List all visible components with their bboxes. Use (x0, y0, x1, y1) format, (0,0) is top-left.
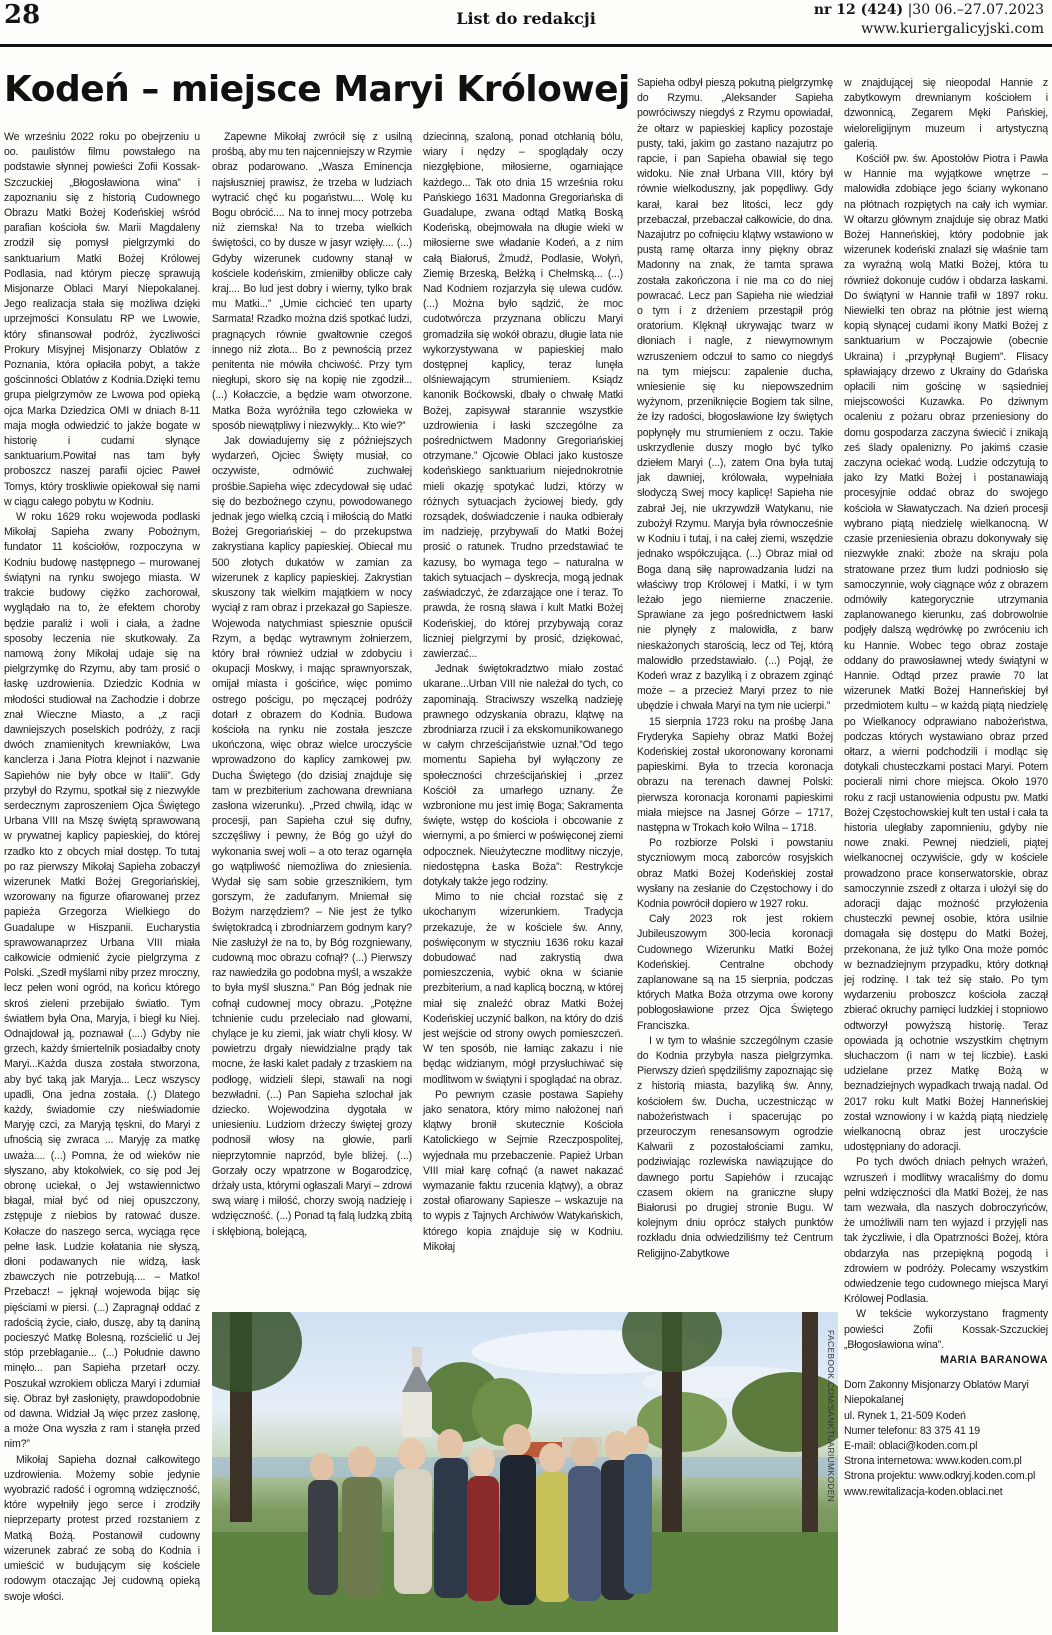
paragraph: Po rozbiorze Polski i powstaniu styczniowym mocą zaborców rosyjskich obraz Matki Bożej Kodeńskiej został wysłany na zesłanie do Częstochowy i do Kodnia powrócił dopiero w 1927 roku. (637, 837, 833, 910)
section-title: List do redakcji (456, 9, 596, 28)
contact-revitalization-website[interactable]: www.rewitalizacja-koden.oblaci.net (844, 1485, 1003, 1498)
photo-credit: FACEBOOK.COM/SANKTUARIUMKODEN (826, 1330, 836, 1503)
article-column-3 (423, 130, 623, 1308)
paragraph: Mimo to nie chciał rozstać się z ukochanym wizerunkiem. Tradycja przekazuje, że w kościele św. Anny, poświęconym w styczniu 1636 roku kazał dobudować nad zakrystią dwa pomieszczenia, wybić okna w ścianie prezbiterium, a nad kaplicą boczną, w której miał się znaleźć obraz Matki Bożej Kodeńskiej uczynić balkon, na który do dziś jest wejście od strony owych pomieszczeń. W ten sposób, nie łamiąc zakazu i nie będąc widzianym, mógł przysłuchiwać się modlitwom w świątyni i spoglądać na obraz. (423, 891, 623, 1086)
contact-website[interactable]: Strona internetowa: www.koden.com.pl (844, 1455, 1022, 1468)
paragraph: 15 sierpnia 1723 roku na prośbę Jana Fryderyka Sapiehy obraz Matki Bożej Kodeńskiej został ukoronowany koronami papieskimi. Była to trzecia koronacja obrazu na terenach dawnej Polski: pierwsza koronacja koronami papieskimi miała miejsce na Jasnej Górze – 1717, następna w Trokach koło Wilna – 1718. (637, 715, 833, 834)
paragraph: Jednak świętokradztwo miało zostać ukarane...Urban VIII nie należał do tych, co zapominają. Straciwszy wszelką nadzieję prawnego odzyskania obrazu, klątwę na zbrodniarza rzucił i za ekskomunikowanego w całym chrześcijaństwie uznał.”Od tego momentu Sapieha był wyłączony ze społeczności chrześcijańskiej i „przez Kościół za umarłego uznany. Że wzbronione mu jest imię Boga; Sakramenta święte, wstęp do kościoła i obcowanie z wiernymi, a po śmierci w poświęconej ziemi odpocznek. Nieużyteczne modlitwy niczyje, niedostępna Łaska Boża”: Restrykcje dotykały także jego rodziny. (423, 663, 623, 888)
article-author: MARIA BARANOWA (940, 1354, 1048, 1367)
paragraph: Cały 2023 rok jest rokiem Jubileuszowym 300-lecia koronacji Cudownego Wizerunku Matki Bożej Kodeńskiej. Centralne obchody zaplanowane są na 15 sierpnia, podczas których Matka Boża otrzyma owe korony pobłogosławione przez Ojca Świętego Franciszka. (637, 913, 833, 1032)
paragraph: w znajdującej się nieopodal Hannie z zabytkowym drewnianym kościołem i dzwonnicą, Zegarem Męki Pańskiej, wieloreligijnym muzeum i artystyczną galerią. (844, 77, 1048, 150)
issue-number: nr 12 (424) (813, 2, 904, 18)
article-column-1 (4, 130, 200, 1628)
paragraph: dziecinną, szaloną, ponad otchłanią bólu, wiary i nędzy – spoglądały oczy niezgłębione, miłosierne, ogarniające każdego... Tak oto dnia 15 września roku Pańskiego 1631 Madonna Gregoriańska di Guadalupe, zwana odtąd Matką Boską Kodeńską, obejmowała na długie wieki w miłosierne swe władanie Kodeń, a z nim całą Białoruś, Żmudź, Podlasie, Wołyń, Ziemię Brzeską, Bełżką i Chełmską... (...) Nad Kodniem rozjarzyła się ulewa cudów. (...) Można było sądzić, że moc cudotwórcza przyznana obliczu Maryi gromadziła się wokół obrazu, długie lata nie wykorzystywana w papieskiej mało dostępnej kaplicy, teraz lunęła olśniewającym strumieniem. Ksiądz kanonik Boćkowski, dbały o chwałę Matki Bożej, zapisywał starannie wszystkie uzdrowienia i łaski szczególne za pośrednictwem Madonny Gregoriańskiej otrzymane.” Ojcowie Oblaci jako kustosze kodeńskiego sanktuarium niejednokrotnie mieli okazję spotykać ludzi, którzy w różnych sytuacjach życiowej biedy, gdy rozsądek, doświadczenie i nauka odbierały im nadzieję, przybywali do Matki Bożej prosić o ratunek. Trudno przedstawiać te kazusy, bo wymaga tego – naturalna w takich sytuacjach – dyskrecja, mogą jednak zaświadczyć, że zdarzające one i teraz. To prawda, że rosną sława i kult Matki Bożej Kodeńskiej, do której przybywają coraz liczniej pielgrzymi by prosić, dziękować, zawierzać... (423, 131, 623, 660)
paragraph: Po tych dwóch dniach pełnych wrażeń, wzruszeń i modlitwy wracaliśmy do domu pełni wdzięczności dla Matki Bożej, że nas tam wezwała, dla naszych dobroczyńców, że umożliwili nam ten wyjazd i przyjęli nas tak życzliwie, i dla Opatrzności Bożej, która obdarzyła nas przepiękną pogodą i zdrowiem w podróży. Polecamy wszystkim odwiedzenie tego cudownego miejsca Maryi Królowej Podlasia. (844, 1156, 1048, 1306)
contact-project-website[interactable]: Strona projektu: www.odkryj.koden.com.pl (844, 1470, 1036, 1483)
group-photo-illustration (212, 1312, 838, 1632)
website-link[interactable]: www.kuriergalicyjski.com (861, 21, 1044, 37)
paragraph: W roku 1629 roku wojewoda podlaski Mikołaj Sapieha zwany Pobożnym, fundator 11 kościołów, rozpoczyna w Kodniu budowę następnego – murowanej świątyni na rynku swojego miasta. W trakcie budowy ciężko zachorował, wyglądało na to, że efektem choroby będzie paraliż i woli i ciała, a żadne sposoby leczenia nie skutkowały. Za namową żony Mikołaj udaje się na pielgrzymkę do Rzymu, aby tam prosić o łaskę uzdrowienia. Dziedzic Kodnia w młodości studiował na Zachodzie i dobrze znał Wieczne Miasto, a „z racji dawniejszych poselskich podróży, z racji dwóch znamienitych krewniaków, Lwa kanclerza i Jana Piotra klejnot i nazwanie Sapiehów nie były obce w Italii”. Gdy przybył do Rzymu, spotkał się z niezwykle serdecznym zaproszeniem Ojca Świętego Urbana VIII na Mszę świętą sprawowaną w prywatnej kaplicy papieskiej, do której rzadko kto z obcych miał dostęp. To tutaj po raz pierwszy Mikołaj Sapieha zobaczył wizerunek Matki Bożej Gregoriańskiej, wzorowany na figurze ofiarowanej przez papieża Grzegorza Wielkiego do Guadalupe w Hiszpanii. Eucharystia sprawowanaprzez Urbana VIII miała całkowicie odmienić życie pielgrzyma z Polski. „Szedł myślami niby przez mroczny, lecz pełen woni ogród, na końcu którego skroś zieleni przebijało światło. Tym światłem była Ona, Maryja, i biegł ku Niej. Odnajdował ją, poznawał (....) Gdyby nie grzech, każdy śmiertelnik posiadałby cnoty Maryi...Każda dusza została stworzona, aby być taką jak Maryja... Lecz wszyscy upadli, Ona jedna została. (.) Dlatego każdy, świadomie czy nieświadomie Maryję czci, za Maryją tęskni, do Maryi z ufnością się zwraca ... Maryję za matkę uważa.... (...) Pomna, że od wieków nie słyszano, aby ktokolwiek, co się pod Jej obronę uciekał, o Jej wstawiennictwo błagał, miał być od niej opuszczony, zstępuje z niebios by ratować dusze. Kołacze do naszego serca, wyciąga ręce pełne łask. Ludzie kołatania nie słyszą, dłoni podawanych nie widzą, łask zbawczych nie potrzebują.... – Matko! Przebacz! – jęknął wojewoda bijąc się pięściami w piersi. (...) Zapragnął oddać z radością życie, ciało, duszę, aby tą daniną pocieszyć Matkę Bolesną, rozścielić u Jej stóp przebłaganie... (...) Południe dawno minęło... pan Sapieha przetarł oczy. Poszukał wzrokiem oblicza Maryi i zdumiał się. Obraz był zasłonięty, prawdopodobnie od dawna. Widział Ją więc przez zasłonę, a może Ona wyszła z ram i stanęła przed nim?” (4, 511, 200, 1451)
group-photo (212, 1312, 838, 1632)
article-title: Kodeń – miejsce Maryi Królowej (4, 69, 630, 110)
article-column-5 (844, 76, 1048, 1630)
article-column-2 (212, 130, 412, 1308)
article-column-4 (637, 76, 833, 1310)
page-number: 28 (4, 0, 41, 30)
paragraph: I w tym to właśnie szczególnym czasie do Kodnia przybyła nasza pielgrzymka. Pierwszy dzień spędziliśmy zapoznając się z historią miasta, bazyliką św. Anny, kościołem św. Ducha, uczestnicząc w nabożeństwach i spacerując po przeuroczym renesansowym ogrodzie Kalwarii z pozostałościami zamku, podziwiając rozlewiska nawiązujące do dawnego portu Sapiehów i rzucając czasem okiem na graniczne słupy Białorusi po drugiej stronie Bugu. W kolejnym dniu oprócz stałych punktów rozkładu dnia odwiedziliśmy też Centrum Religijno-Zabytkowe (637, 1034, 833, 1260)
contact-email[interactable]: E-mail: oblaci@koden.com.pl (844, 1440, 978, 1453)
paragraph: Jak dowiadujemy się z późniejszych wydarzeń, Ojciec Święty musiał, co oczywiste, odmówić zuchwałej prośbie.Sapieha więc zdecydował się udać się do bezbożnego czynu, powodowanego jednak jego wielką czcią i miłością do Matki Bożej Gregoriańskiej – do przekupstwa zakrystiana kaplicy papieskiej. Obiecał mu 500 złotych dukatów w zamian za wizerunek z kaplicy papieskiej. Zakrystian skuszony tak wielkim majątkiem w nocy wyciął z ram obraz i przekazał go Sapiesze. Wojewoda natychmiast spiesznie opuścił Rzym, a będąc wytrawnym żołnierzem, który brał również udział w zdobyciu i okupacji Moskwy, i mając sprawnyorszak, omijał miasta i gościńce, więc pomimo ostrego pościgu, po męczącej podróży dotarł z obrazem do Kodnia. Budowa kościoła na rynku nie została jeszcze ukończona, więc obraz wielce uroczyście wprowadzono do kaplicy zamkowej pw. Ducha Świętego (do dzisiaj znajduje się tam w prezbiterium zachowana drewniana zasłona wizerunku). „Przed chwilą, idąc w procesji, pan Sapieha czuł się dufny, szczęśliwy i pewny, że Bóg go użył do wykonania swej woli – a oto teraz ogarnęła go wątpliwość niemożliwa do zniesienia. Wydał się sam sobie grzesznikiem, tym gorszym, że zadufanym. Mniemał się Bożym narzędziem? – Nie jest że tylko świętokradcą i zbrodniarzem godnym kary? Nie zasłużył że na to, by Bóg rozgniewany, cudowną moc obrazu cofnął? (...) Pierwszy raz nawiedziła go podobna myśl, a wszakże to była myśl słuszna.” Pan Bóg jednak nie cofnął cudownej mocy obrazu. „Potężne tchnienie cudu przeleciało nad głowami, chylące je ku ziemi, jak wiatr chyli kłosy. W powietrzu drgały niewidzialne prądy tak mocne, że łaski kalet padały z trzaskiem na podłogę, widzieli ślepi, stawali na nogi bezwładni. (...) Pan Sapieha szlochał jak dziecko. Wojewodzina dygotała w uniesieniu. Ludziom drżeczy świętej grozy podnosił włosy na głowie, parli nieprzytomnie naprzód, byle bliżej. (...) Gorzały oczy wpatrzone w Bogarodzicę, drżały usta, którymi ogłaszali Maryi – zdrowi swą wiarę i miłość, chorzy swoją nadzieję i wdzięczność. (...) Ponad tą falą ludzką zbitą i skłębioną, bolejącą, (212, 435, 412, 1238)
contact-line: Dom Zakonny Misjonarzy Oblatów Maryi Niepokalanej (844, 1379, 1029, 1407)
contact-line: ul. Rynek 1, 21-509 Kodeń (844, 1409, 966, 1422)
paragraph: W tekście wykorzystano fragmenty powieści Zofii Kossak-Szczuckiej „Błogosławiona wina”. (844, 1308, 1048, 1351)
paragraph: We wrześniu 2022 roku po obejrzeniu u oo. paulistów filmu powstałego na podstawie słynnej powieści Zofii Kossak-Szczuckiej „Błogosławiona wina” i zapoznaniu się z historią Cudownego Obrazu Matki Bożej Kodeńskiej wśród parafian kościoła św. Marii Magdaleny zrodził się pomysł pielgrzymki do sanktuarium Matki Bożej Królowej Podlasia, nad którym pieczę sprawują Misjonarze Oblaci Maryi Niepokalanej. Jego realizacja stała się możliwa dzięki uprzejmości Konsulatu RP we Lwowie, który sfinansował podróż, życzliwości Prokury Misyjnej Misjonarzy Oblatów z Poznania, która opłaciła pobyt, a także gościnności Oblatów z Kodnia.Dzięki temu grupa pielgrzymów ze Lwowa pod opieką ojca Marka Dziedzica OMI w dniach 8-11 maja mogła odwiedzić to jakże bogate w historię i cudami słynące sanktuarium.Powitał nas tam były proboszcz naszej parafii ojciec Paweł Tomys, który troskliwie opiekował się nami w ciągu całego pobytu w Kodniu. (4, 131, 200, 508)
issue-info (814, 1, 1044, 39)
contact-line: Numer telefonu: 83 375 41 19 (844, 1424, 980, 1437)
contact-block (844, 1378, 1048, 1500)
paragraph: Kościół pw. św. Apostołów Piotra i Pawła w Hannie ma wyjątkowe wnętrze – malowidła zdobiące jego ściany wykonano na płótnach rozpiętych na cały ich wymiar. W ołtarzu głównym znajduje się obraz Matki Bożej Hanneńskiej, który podobnie jak wizerunek kodeński znalazł się właśnie tam za wyraźną wolą Matki Bożej, która tu również dokonuje cudów i obdarza łaskami. Do świątyni w Hannie trafił w 1897 roku. Niewielki ten obraz na płótnie jest wierną kopią słynącej cudami ikony Matki Bożej z sanktuarium w Poczajowie (obecnie Ukraina) i „przypłynął Bugiem”. Flisacy spławiający drzewo z Ukrainy do Gdańska opłacili nim gościnę w sąsiedniej miejscowości Kuzawka. Po dziwnym ocaleniu z pożaru obraz przeniesiony do domu gospodarza zaczyna świecić i znikają ześ ślady opalenizny. Po jakimś czasie zaczyna ociekać wodą. Ludzie odczytują to jako łzy Matki Bożej i postanawiają procesyjnie oddać obraz do swojego kościoła w Sławatyczach. Na dzień procesji wybrano piątą niedzielę wielkanocną. W czasie przeniesienia obrazu dokonywały się niezwykłe znaki: zboże na skraju pola stratowane przez tłum ludzi podniosło się samoczynnie, woły ciągnące wóz z obrazem odmówiły kategorycznie utrzymania zaplanowanego kierunku, zaś dobrowolnie podjęły dalszą wędrówkę po zwróceniu ich ku Hannie. Wobec tego obraz zostaje oddany do prawosławnej wtedy świątyni w Hannie. Odtąd przez prawie 70 lat wizerunek Matki Bożej Hanneńskiej był przedmiotem kultu – w każdą piątą niedzielę po Wielkanocy odprawiano nabożeństwa, podczas których wystawiano obraz przed ołtarz, a wierni podchodzili i modląc się dotykali chusteczkami postaci Maryi. Potem pocierali nimi chore miejsca. Około 1970 roku z racji ustanowienia odpustu pw. Matki Bożej Częstochowskiej kult ten ustał i cała ta historia uległaby zapomnieniu, gdyby nie nowe znaki. Pewnej niedzieli, piątej wielkanocnej oczywiście, gdy w kościele prowadzono prace konserwatorskie, obraz samoczynnie zszedł z ołtarza i ułożył się do adoracji dając możność przyłożenia chusteczki pewnej osobie, która usilnie domagała się dostępu do Matki Bożej, przekonana, że już tylko Ona może pomóc w beznadziejnym przypadku, który dotknął jej rodzinę. I tak też się stało. Po tym wydarzeniu proboszcz kościoła zaczął zbierać okruchy pamięci ludzkiej i stopniowo odtworzył powyższą historię. Teraz opowiada ją ochotnie wszystkim chętnym słuchaczom (i nam w tej liczbie). Łaski udzielane przez Matkę Bożą w beznadziejnych wypadkach trwają nadal. Od 2017 roku kult Matki Bożej Hanneńskiej został wznowiony i w każdą piątą niedzielę wielkanocną obraz jest uroczyście udostępniany do adoracji. (844, 153, 1048, 1154)
page-header (0, 0, 1052, 48)
issue-dates: |30 06.–27.07.2023 (907, 2, 1044, 18)
paragraph: Sapieha odbył pieszą pokutną pielgrzymkę do Rzymu. „Aleksander Sapieha powróciwszy niegdyś z Rzymu opowiadał, że ołtarz w papieskiej kaplicy pozostaje pusty, taki, jakim go zastano nazajutrz po rapcie, i pan Sapieha obawiał się tego widoku. Nie znał Urbana VIII, który był równie wielkoduszny, jak popędliwy. Gdy karał, karał bez litości, lecz gdy przebaczał, przebaczał całkowicie, do dna. Nazajutrz po cofnięciu klątwy wstawiono w pustą ramę ołtarza inny piękny obraz Madonny na znak, że tamta sprawa została zakończona i nie ma co do niej powracać. Lecz pan Sapieha nie wiedział o tym i z drżeniem przestąpił próg oratorium. Klęknął ukrywając twarz w dłoniach i nagle, z niewymownym wzruszeniem odczuł to samo co niegdyś na tym miejscu: zapalenie ducha, wniesienie się ku niepowszednim wyżynom, przeniknięcie Bogiem tak silne, że łzy radości, błogosławione łzy świętych popłynęły mu strumieniem z oczu. Takie uskrzydlenie duszy mogło być tylko dziełem Maryi (...), zatem Ona była tutaj jak dawniej, królowała, wypełniała słodyczą Swej mocy kaplicę! Sapieha nie zabrał Jej, nie ukrzywdził Watykanu, nie zubożył Rzymu. Maryja była równocześnie w Kodniu i tutaj, i na całej ziemi, wszędzie jednako współczująca. (...) Obraz miał od Boga daną siłę naprowadzania ludzi na właściwy trop Królowej i Matki, i w tym leżało jego niemierne znaczenie. Sprawiane za jego pośrednictwem łaski nie płynęły z malowidła, z barw nieskażonych starością, lecz od Tej, którą malowidło przedstawiało. (...) Pojął, że Kodeń wraz z bazyliką i z obrazem zginąć może – a przecież Maryi przez to nie ubędzie i chwała Maryi na tym nie ucierpi.” (637, 77, 833, 713)
paragraph: Mikołaj Sapieha doznał całkowitego uzdrowienia. Możemy sobie jedynie wyobrazić radość i ogromną wdzięczność, które wypełniły jego serce i zrodziły nieprzeparty protest przed rozstaniem z Matką Bożą. Postanowił cudowny wizerunek zabrać ze sobą do Kodnia i umieścić w budującym się kościele rodowym otaczając Jej cudowną opieką swoje włości. (4, 1453, 200, 1603)
paragraph: Po pewnym czasie postawa Sapiehy jako senatora, który mimo nałożonej nań klątwy bronił skutecznie Kościoła Katolickiego w Sejmie Rzeczpospolitej, wyjednała mu przebaczenie. Papież Urban VIII miał karę cofnąć (a nawet nakazać wymazanie faktu rzucenia klątwy), a obraz został ofiarowany Sapiesze – wskazuje na to wypis z Tajnych Archiwów Watykańskich, którego kopia znajduje się w Kodniu. Mikołaj (423, 1088, 623, 1253)
header-rule (0, 44, 1052, 47)
paragraph: Zapewne Mikołaj zwrócił się z usilną prośbą, aby mu ten najcenniejszy w Rzymie obraz podarowano. „Wasza Eminencja najsłuszniej prawisz, że trzeba w ludziach wytracić chęć ku pogaństwu.... Wolę ku Bogu obrócić.... Na to innej mocy potrzeba niż ziemska! Na to trzeba wielkich świętości, co by dusze w jasyr wzięły.... (...) Gdyby wizerunek cudowny stanął w kościele kodeńskim, zmieniłby oblicze cały kraj.... Bo lud jest dobry i wierny, tylko brak mu Matki...” „Umie cichcieć ten uparty Sarmata! Rzadko można dziś spotkać ludzi, pragnących równie gwałtownie czegoś innego niż złota... Bo z pewnością przez penitenta nie mówiła chciwość. Przy tym niegłupi, skoro się na kopię nie zgodził... (...) Kołaczcie, a będzie wam otworzone. Matka Boża wyróżniła tego człowieka w sposób niewątpliwy i niezwykły... Kto wie?” (212, 131, 412, 432)
